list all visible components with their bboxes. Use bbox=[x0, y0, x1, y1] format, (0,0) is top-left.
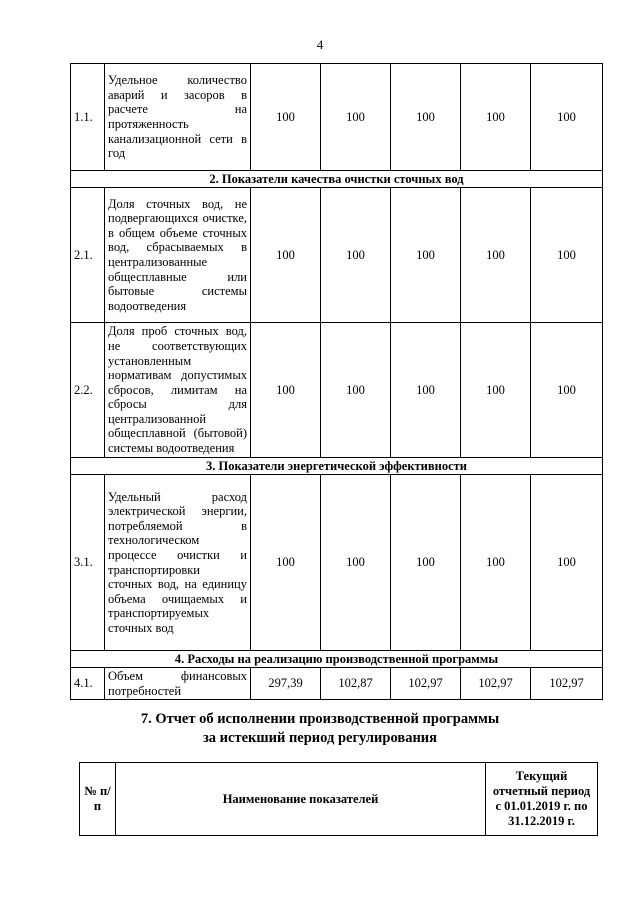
indicator-name: Удельное количество аварий и засоров в расчете на протяженность канализационной сети в год bbox=[105, 64, 251, 171]
indicator-name: Удельный расход электрической энергии, потребляемой в технологическом процессе очистки и транспортировки сточных вод, на единицу объема очищаемых и транспортируемых сточных вод bbox=[105, 475, 251, 651]
section7-title-line1: 7. Отчет об исполнении производственной программы bbox=[140, 711, 500, 727]
value-cell: 100 bbox=[251, 475, 321, 651]
value-cell: 100 bbox=[391, 64, 461, 171]
row-number: 2.1. bbox=[71, 188, 105, 323]
value-cell: 100 bbox=[461, 188, 531, 323]
table-row bbox=[71, 188, 603, 323]
value-cell: 100 bbox=[531, 323, 603, 458]
indicator-name: Доля сточных вод, не подвергающихся очистке, в общем объеме сточных вод, сбрасываемых в централизованные общесплавные или бытовые системы водоотведения bbox=[105, 188, 251, 323]
indicator-name: Объем финансовых потребностей bbox=[105, 668, 251, 700]
value-cell: 100 bbox=[321, 323, 391, 458]
value-cell: 102,97 bbox=[391, 668, 461, 700]
section-title: 2. Показатели качества очистки сточных вод bbox=[71, 171, 603, 188]
value-cell: 100 bbox=[321, 64, 391, 171]
value-cell: 102,87 bbox=[321, 668, 391, 700]
row-number: 1.1. bbox=[71, 64, 105, 171]
value-cell: 100 bbox=[321, 475, 391, 651]
table-row bbox=[71, 323, 603, 458]
value-cell: 100 bbox=[461, 64, 531, 171]
value-cell: 100 bbox=[531, 188, 603, 323]
page-number: 4 bbox=[316, 37, 324, 52]
value-cell: 100 bbox=[251, 323, 321, 458]
value-cell: 100 bbox=[391, 188, 461, 323]
value-cell: 102,97 bbox=[461, 668, 531, 700]
table-row bbox=[71, 668, 603, 700]
value-cell: 102,97 bbox=[531, 668, 603, 700]
indicator-name: Доля проб сточных вод, не соответствующих установленным нормативам допустимых сбросов, лимитам на сбросы для централизованной общесплавной (бытовой) системы водоотведения bbox=[105, 323, 251, 458]
section-header-row bbox=[71, 458, 603, 475]
value-cell: 100 bbox=[461, 323, 531, 458]
value-cell: 100 bbox=[461, 475, 531, 651]
header-period: Текущий отчетный период с 01.01.2019 г. по 31.12.2019 г. bbox=[486, 763, 598, 836]
report-table bbox=[79, 762, 598, 836]
value-cell: 100 bbox=[321, 188, 391, 323]
row-number: 4.1. bbox=[71, 668, 105, 700]
row-number: 2.2. bbox=[71, 323, 105, 458]
section7-title-line2: за истекший период регулирования bbox=[202, 730, 438, 746]
header-name: Наименование показателей bbox=[116, 763, 486, 836]
table-row bbox=[71, 475, 603, 651]
section-header-row bbox=[71, 651, 603, 668]
table-row bbox=[71, 64, 603, 171]
indicators-table bbox=[70, 63, 603, 700]
header-num: № п/п bbox=[80, 763, 116, 836]
value-cell: 100 bbox=[531, 475, 603, 651]
report-table-header bbox=[80, 763, 598, 836]
value-cell: 100 bbox=[531, 64, 603, 171]
value-cell: 297,39 bbox=[251, 668, 321, 700]
section-title: 4. Расходы на реализацию производственной программы bbox=[71, 651, 603, 668]
value-cell: 100 bbox=[391, 323, 461, 458]
value-cell: 100 bbox=[251, 64, 321, 171]
section-title: 3. Показатели энергетической эффективности bbox=[71, 458, 603, 475]
value-cell: 100 bbox=[391, 475, 461, 651]
value-cell: 100 bbox=[251, 188, 321, 323]
row-number: 3.1. bbox=[71, 475, 105, 651]
section-header-row bbox=[71, 171, 603, 188]
